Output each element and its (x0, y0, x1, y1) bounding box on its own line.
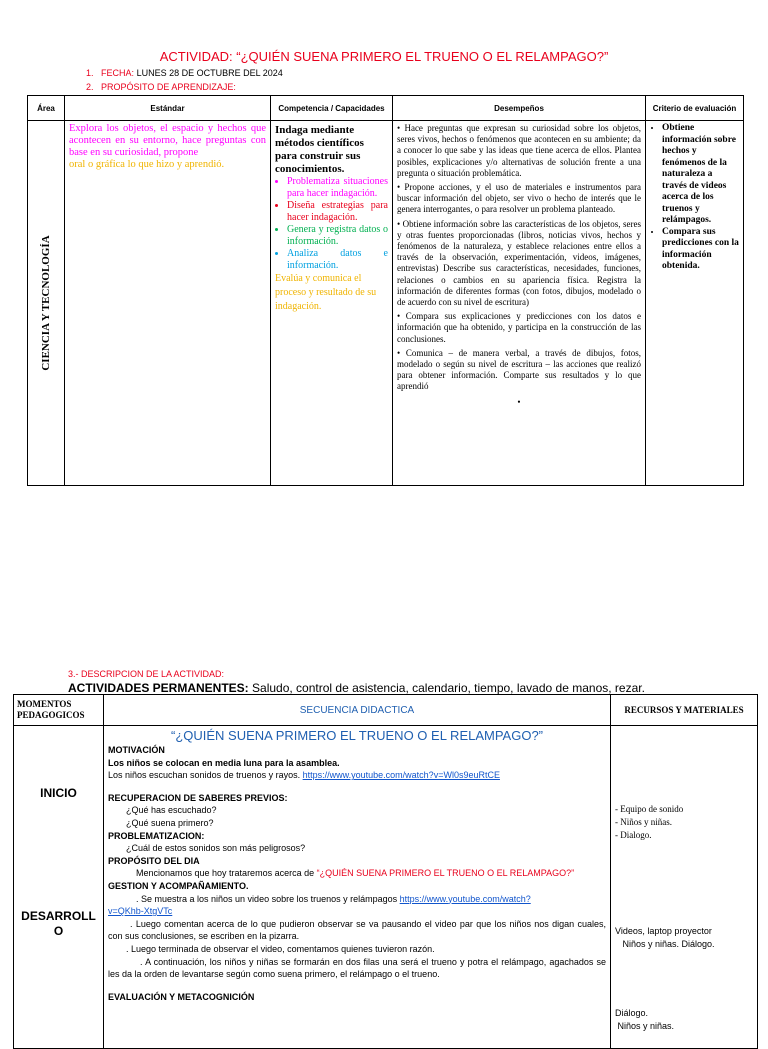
criterio-cell (646, 121, 744, 486)
escuchan-text: Los niños escuchan sonidos de truenos y rayos. (108, 770, 303, 781)
mencionamos-text: Mencionamos que hoy trataremos acerca de (136, 868, 317, 879)
section3-label: 3.- DESCRIPCION DE LA ACTIVIDAD: (68, 669, 225, 679)
criterios-list (650, 123, 739, 273)
activity-label: ACTIVIDAD: (159, 49, 233, 64)
sequence-title: “¿QUIÉN SUENA PRIMERO EL TRUENO O EL RELAMPAGO?” (170, 728, 544, 743)
desempeno-item: • Compara sus explicaciones y predicciones con los datos e información que ha obtenido, y participa en la construcción de las conclusiones. (397, 311, 641, 344)
area-cell (28, 121, 65, 486)
sequence-header-row (14, 695, 758, 726)
header-estandar: Estándar (65, 96, 271, 121)
mencionamos-line (108, 867, 606, 880)
recursos-desarrollo (615, 925, 715, 951)
header-momentos: MOMENTOS PEDAGOGICOS (14, 695, 104, 726)
sequence-table (13, 694, 758, 1049)
activity-question: “¿QUIÉN SUENA PRIMERO EL TRUENO O EL RELAMPAGO?” (236, 49, 609, 64)
planning-body-row (28, 121, 744, 486)
fecha-line (86, 68, 283, 78)
header-criterio: Criterio de evaluación (646, 96, 744, 121)
recurso-item: Niños y niñas. (615, 1021, 675, 1031)
recurso-item: - Dialogo. (615, 830, 652, 840)
gestion-heading: GESTION Y ACOMPAÑAMIENTO. (108, 880, 249, 891)
fecha-value: LUNES 28 DE OCTUBRE DEL 2024 (136, 68, 283, 78)
momentos-cell (14, 726, 104, 1049)
criterio-item: • Obtiene información sobre hechos y fenómenos de la naturaleza a través de videos acerca de los truenos y relámpagos. (662, 123, 739, 227)
desempeno-item: • Obtiene información sobre las características de los objetos, seres y otras fuentes proporcionadas (libros, noticias vivos, hechos y fenómenos de la naturaleza, y establece relaciones entre ellos a través de la observación, experimentación, videos, imágenes, entrevistas) Describe sus características, necesidades, funciones, relaciones o cambios en su apariencia física. Registra la información de diferentes formas (con fotos, dibujos, modelado o de acuerdo con su nivel de escritura) (397, 218, 641, 308)
permanent-text: Saludo, control de asistencia, calendario, tiempo, lavado de manos, rezar. (248, 681, 645, 695)
header-competencia: Competencia / Capacidades (271, 96, 393, 121)
activity-title (0, 49, 768, 64)
planning-header-row (28, 96, 744, 121)
proposito-line (86, 82, 236, 92)
youtube-link-2[interactable]: https://www.youtube.com/watch? (399, 893, 531, 904)
header-secuencia: SECUENCIA DIDACTICA (104, 695, 611, 726)
secuencia-cell (104, 726, 611, 1049)
list-number: 2. (86, 82, 94, 92)
escuchan-line (108, 769, 606, 782)
proposito-label: PROPÓSITO DE APRENDIZAJE: (101, 82, 236, 92)
continuacion-text: . A continuación, los niños y niñas se formarán en dos filas una será el trueno y potra el relámpago, agachados se les da la orden de levantarse según como suena primero, el relámpago o el trueno. (108, 956, 606, 980)
luego1-text: . Luego comentan acerca de lo que pudieron observar se va pausando el video par que los niños nos digan cuales, con sus conclusiones, se escriben en la pizarra. (108, 918, 606, 942)
mencionamos-quote: “¿QUIÉN SUENA PRIMERO EL TRUENO O EL RELAMPAGO?” (316, 868, 575, 879)
planning-table (27, 95, 744, 486)
youtube-link-2-continued[interactable]: v=QKhb-XtgVTc (108, 906, 173, 917)
recurso-item: - Equipo de sonido (615, 804, 684, 814)
recurso-item: Videos, laptop proyector (615, 926, 712, 936)
question-2: ¿Qué suena primero? (126, 817, 214, 828)
capacidades-list (275, 176, 388, 272)
recurso-item: Diálogo. (615, 1008, 649, 1018)
proposito-heading: PROPÓSITO DEL DIA (108, 855, 200, 866)
recursos-cell (611, 726, 758, 1049)
criterio-item: • Compara sus predicciones con la información obtenida. (662, 227, 739, 273)
area-name: CIENCIA Y TECNOLOGÍA (40, 235, 52, 371)
list-number: 1. (86, 68, 94, 78)
question-1: ¿Qué has escuchado? (126, 805, 217, 816)
fecha-label: FECHA: (101, 68, 135, 78)
competencia-title: Indaga mediante métodos científicos para construir sus conocimientos. (275, 124, 364, 175)
estandar-text-continued: oral o gráfica lo que hizo y aprendió. (69, 159, 225, 170)
luego2-text: . Luego terminada de observar el video, comentamos quienes tuvieron razón. (126, 943, 435, 954)
sequence-body-row (14, 726, 758, 1049)
asamblea-text: Los niños se colocan en media luna para la asamblea. (108, 757, 340, 768)
header-area: Área (28, 96, 65, 121)
estandar-cell (65, 121, 271, 486)
momento-desarrollo-line1: DESARROLL (21, 909, 96, 923)
saberes-heading: RECUPERACION DE SABERES PREVIOS: (108, 792, 288, 803)
header-desempenos: Desempeños (393, 96, 646, 121)
capacidad-item: • Analiza datos e información. (287, 248, 388, 272)
desempeno-item: • Propone acciones, y el uso de materiales e instrumentos para buscar información del objeto, ser vivo o hecho de interés que le genera interrogantes, o para resolver un problema planteado. (397, 182, 641, 215)
capacidad-evalua: Evalúa y comunica el proceso y resultado de su indagación. (275, 273, 377, 312)
video-text: . Se muestra a los niños un video sobre los truenos y relámpagos (136, 893, 400, 904)
desempenos-cell (393, 121, 646, 486)
problematizacion-heading: PROBLEMATIZACION: (108, 830, 205, 841)
capacidad-item: • Diseña estrategias para hacer indagación. (287, 200, 388, 224)
desempeno-item: • Comunica – de manera verbal, a través de dibujos, fotos, modelado o según su nivel de escritura – las acciones que realizó para obtener información. Comparte sus resultados y lo que aprendió (397, 347, 641, 392)
video-line (108, 893, 606, 906)
momento-desarrollo-line2: O (53, 924, 64, 938)
capacidad-item: • Genera y registra datos o información. (287, 224, 388, 248)
recurso-item: Niños y niñas. Diálogo. (615, 939, 715, 949)
desempeno-item: • Hace preguntas que expresan su curiosidad sobre los objetos, seres vivos, hechos o fenómenos que acontecen en su ambiente; da a conocer lo que sabe y las ideas que tiene acerca de ellos. Plantea posibles, explicaciones y/o alternativas de solución frente a una pregunta o situación problemática. (397, 123, 641, 178)
competencia-cell (271, 121, 393, 486)
permanent-activities (68, 681, 645, 695)
recurso-item: - Niños y niñas. (615, 817, 672, 827)
recursos-inicio (615, 803, 683, 842)
question-3: ¿Cuál de estos sonidos son más peligrosos? (126, 843, 306, 854)
header-recursos: RECURSOS Y MATERIALES (611, 695, 758, 726)
momento-inicio: INICIO (40, 786, 77, 800)
recursos-dialogo (615, 1007, 674, 1033)
motivacion-heading: MOTIVACIÓN (108, 745, 165, 755)
momento-desarrollo (14, 909, 103, 939)
permanent-label: ACTIVIDADES PERMANENTES: (68, 681, 249, 695)
youtube-link-1[interactable]: https://www.youtube.com/watch?v=Wl0s9euRtCE (302, 770, 500, 781)
capacidad-item: • Problematiza situaciones para hacer indagación. (287, 176, 388, 200)
evaluacion-heading: EVALUACIÓN Y METACOGNICIÓN (108, 991, 255, 1002)
empty-bullet: • (517, 396, 521, 407)
estandar-text: Explora los objetos, el espacio y hechos que acontecen en su entorno, hace preguntas con base en su curiosidad, propone (69, 123, 266, 158)
